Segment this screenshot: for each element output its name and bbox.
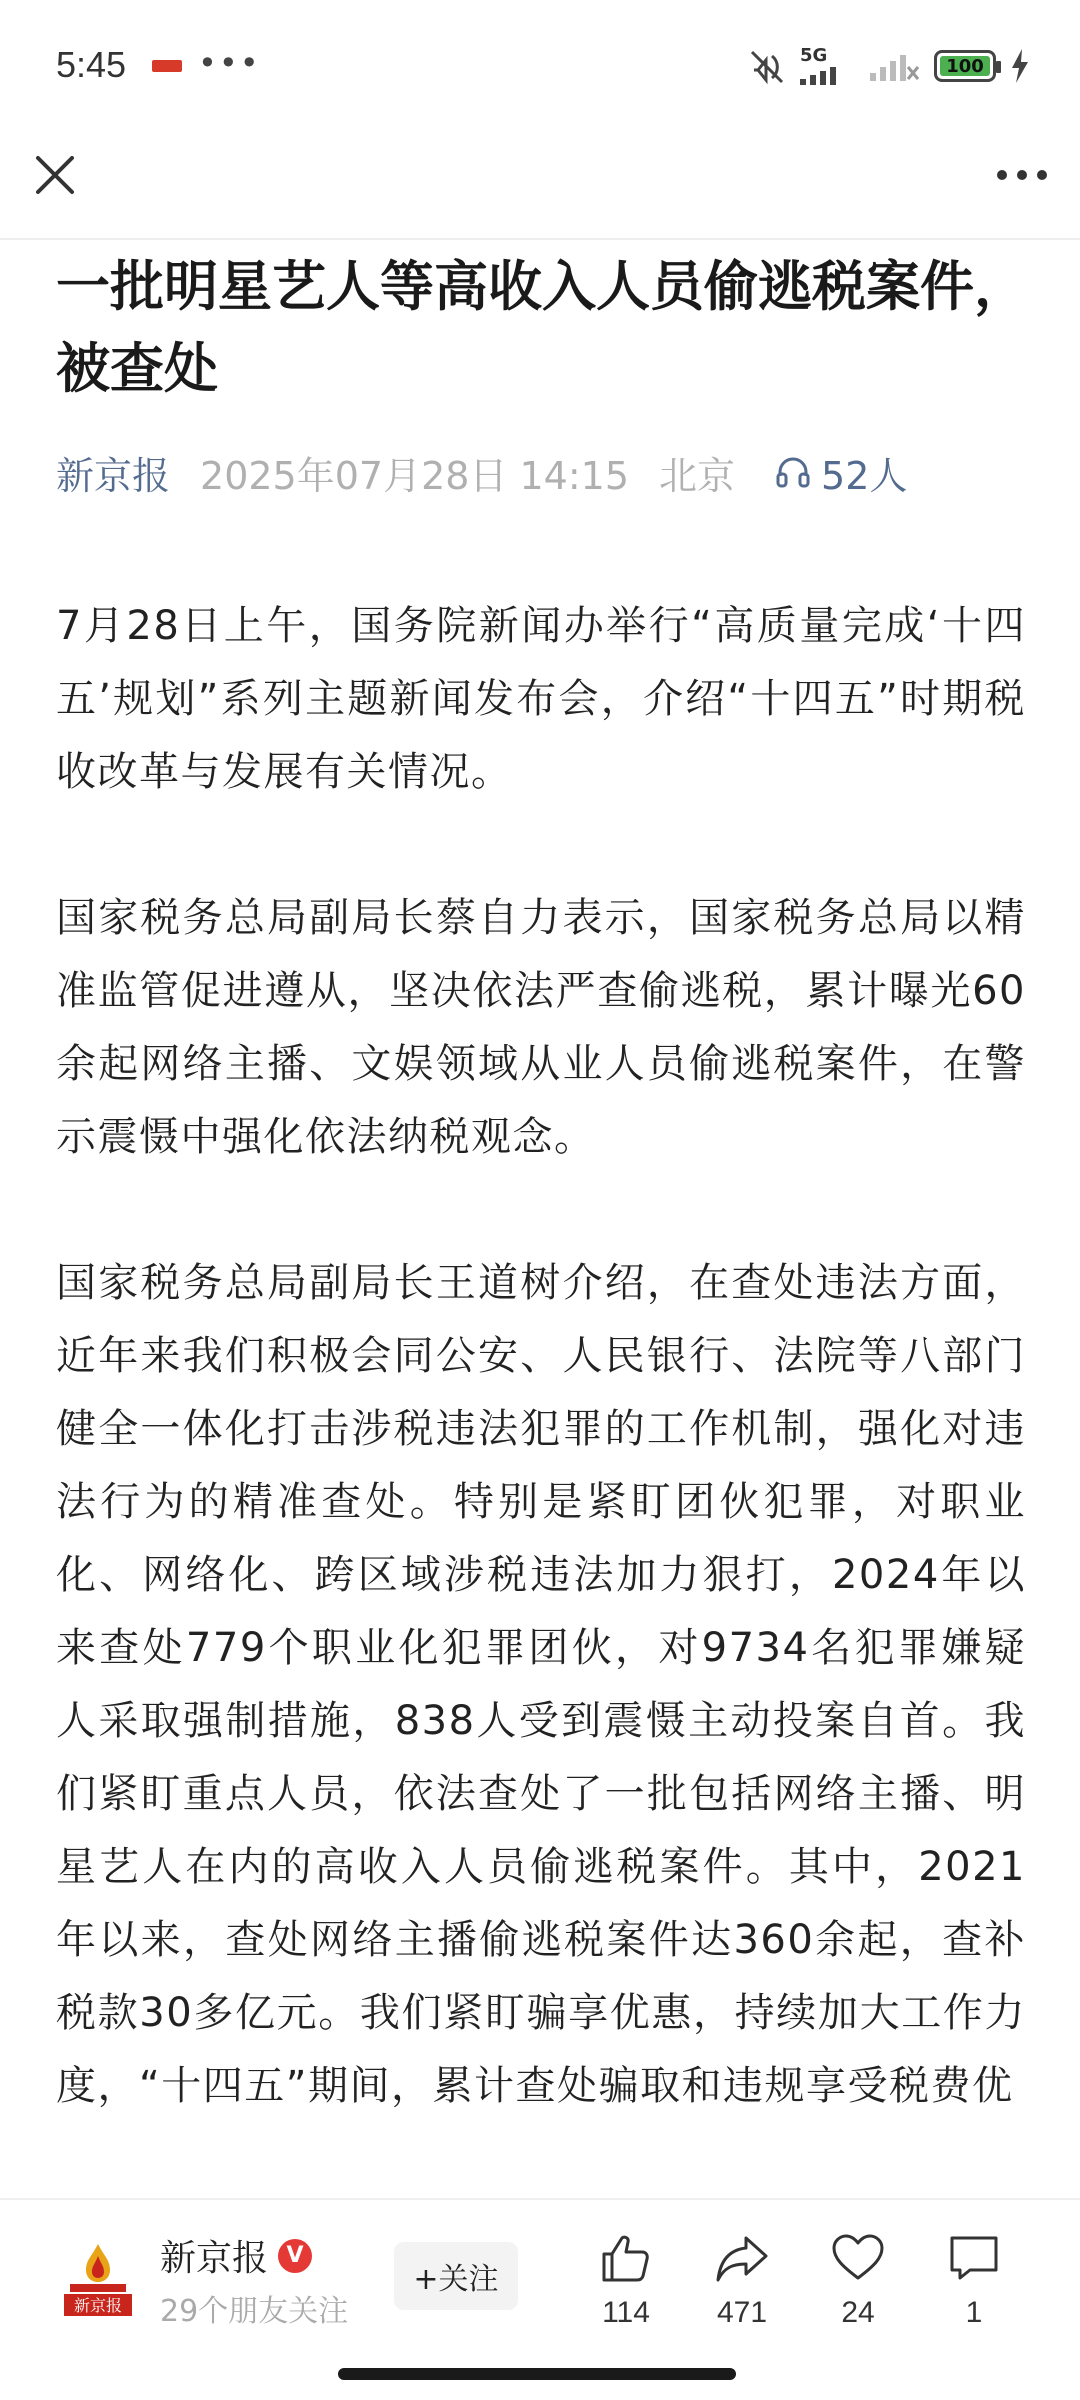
battery-level: 100 [946,55,984,77]
article-body [56,590,1026,2198]
thumbs-up-icon [598,2230,654,2286]
top-nav [0,130,1080,240]
share-button[interactable] [692,2230,792,2330]
comment-count: 1 [965,2296,983,2329]
share-icon [714,2230,770,2286]
verified-icon: V [278,2239,312,2273]
follow-button[interactable]: +关注 [394,2242,518,2310]
headphones-icon [775,454,811,490]
charging-icon [1010,49,1030,83]
status-indicators [746,44,1030,88]
author-name-row[interactable] [160,2230,312,2281]
home-indicator[interactable] [338,2368,736,2380]
share-count: 471 [716,2296,768,2329]
like-button[interactable] [576,2230,676,2330]
article-location: 北京 [659,453,736,498]
article-paragraph: 7月28日上午，国务院新闻办举行“高质量完成‘十四五’规划”系列主题新闻发布会，介绍“十四五”时期税收改革与发展有关情况。 [56,603,1026,795]
bottom-action-bar [0,2198,1080,2400]
favorite-count: 24 [841,2296,875,2329]
like-count: 114 [602,2296,650,2329]
article-paragraph: 国家税务总局副局长蔡自力表示，国家税务总局以精准监管促进遵从，坚决依法严查偷逃税，累计曝光60余起网络主播、文娱领域从业人员偷逃税案件，在警示震慑中强化依法纳税观念。 [56,895,1026,1160]
mute-icon [746,46,786,86]
listen-count: 52人 [821,453,908,498]
author-name: 新京报 [160,2238,269,2279]
status-time: 5:45 [56,44,127,85]
comment-icon [946,2230,1002,2286]
more-horizontal-icon[interactable] [992,160,1052,190]
article-source[interactable]: 新京报 [56,453,171,498]
favorite-button[interactable] [808,2230,908,2330]
comment-button[interactable] [924,2230,1024,2330]
author-logo-text: 新京报 [73,2296,123,2315]
article-title: 一批明星艺人等高收入人员偷逃税案件，被查处 [56,255,1028,400]
heart-icon [830,2230,886,2286]
author-logo[interactable] [56,2238,140,2322]
close-icon[interactable] [30,150,80,200]
network-type: 5G [800,45,828,66]
status-bar [0,0,1080,130]
author-followers: 29个朋友关注 [160,2294,349,2329]
app-notification-icon [152,60,182,72]
article-date: 2025年07月28日 14:15 [200,453,630,498]
article-paragraph: 国家税务总局副局长王道树介绍，在查处违法方面，近年来我们积极会同公安、人民银行、法院等八部门健全一体化打击涉税违法犯罪的工作机制，强化对违法行为的精准查处。特别是紧盯团伙犯罪，对职业化、网络化、跨区域涉税违法加力狠打，2024年以来查处779个职业化犯罪团伙，对9734名犯罪嫌疑人采取强制措施，838人受到震慑主动投案自首。我们紧盯重点人员，依法查处了一批包括网络主播、明星艺人在内的高收入人员偷逃税案件。其中，2021年以来，查处网络主播偷逃税案件达360余起，查补税款30多亿元。我们紧盯骗享优惠，持续加大工作力度，“十四五”期间，累计查处骗取和违规享受税费优 [56,1260,1026,2109]
more-notifications-icon: ••• [198,44,261,82]
signal-icon [800,65,856,85]
battery-icon [934,50,996,82]
listen-button[interactable] [775,445,907,500]
signal-secondary-icon [870,51,920,81]
article-meta [56,442,907,502]
